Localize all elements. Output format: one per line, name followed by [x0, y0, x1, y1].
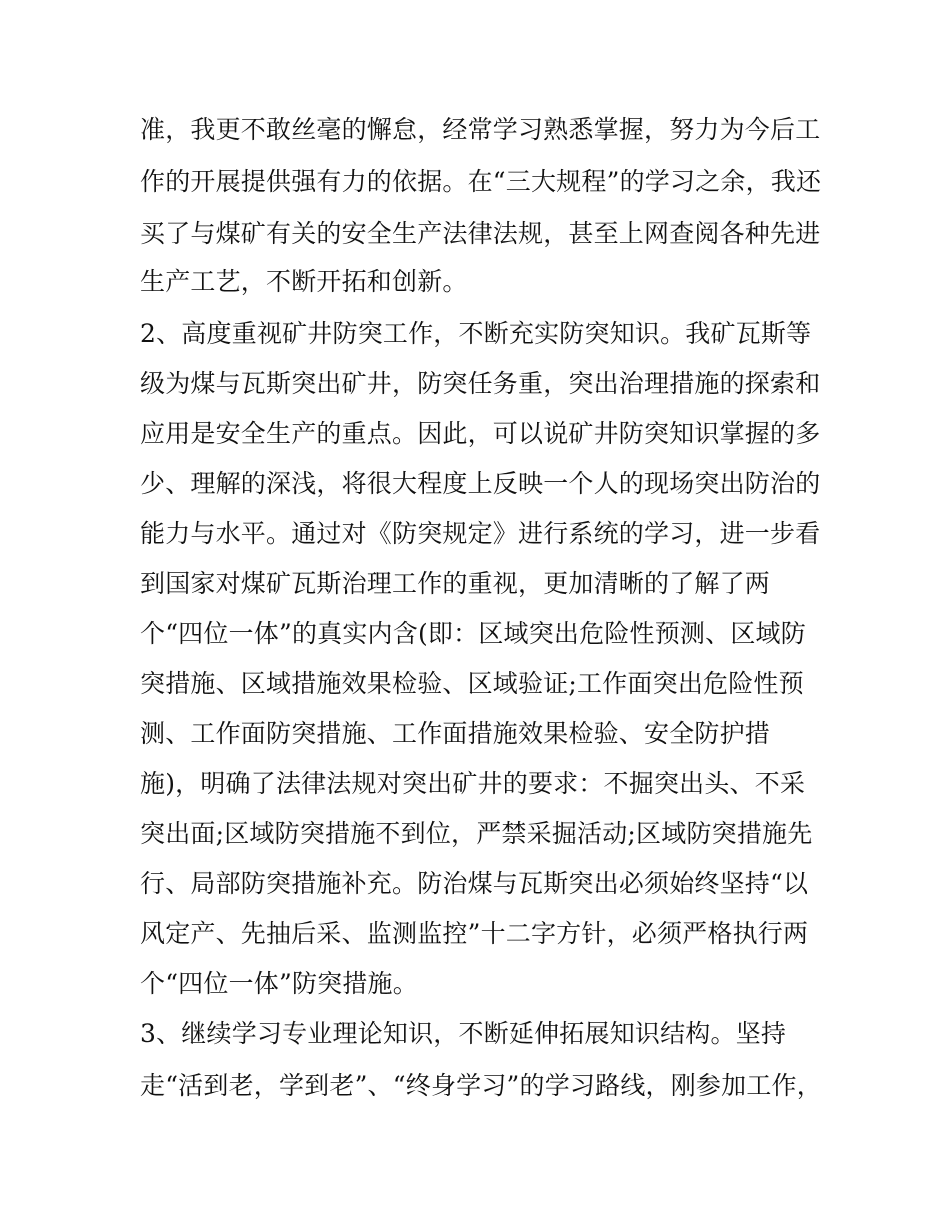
- text-line: 风定产、先抽后采、监测监控”十二字方针，必须严格执行两: [140, 919, 809, 948]
- text-line: 个“四位一体”的真实内含(即：区域突出危险性预测、区域防: [140, 619, 806, 648]
- text-line: 生产工艺，不断开拓和创新。: [140, 267, 468, 296]
- text-line: 买了与煤矿有关的安全生产法律法规，甚至上网查阅各种先进: [140, 219, 821, 248]
- text-line: 行、局部防突措施补充。防治煤与瓦斯突出必须始终坚持“以: [140, 869, 809, 898]
- text-line: 到国家对煤矿瓦斯治理工作的重视，更加清晰的了解了两: [140, 569, 771, 598]
- text-line: 准，我更不敢丝毫的懈怠，经常学习熟悉掌握，努力为今后工: [140, 115, 821, 144]
- text-line: 测、工作面防突措施、工作面措施效果检验、安全防护措: [140, 719, 771, 748]
- text-line: 突出面;区域防突措施不到位，严禁采掘活动;区域防突措施先: [140, 819, 813, 848]
- text-line: 能力与水平。通过对《防突规定》进行系统的学习，进一步看: [140, 519, 821, 548]
- text-line: 应用是安全生产的重点。因此，可以说矿井防突知识掌握的多: [140, 419, 821, 448]
- text-line: 作的开展提供强有力的依据。在“三大规程”的学习之余，我还: [140, 167, 822, 196]
- text-line: 突措施、区域措施效果检验、区域验证;工作面突出危险性预: [140, 669, 804, 698]
- text-line: 个“四位一体”防突措施。: [140, 969, 418, 998]
- section-heading-line: 2、高度重视矿井防突工作，不断充实防突知识。我矿瓦斯等: [140, 319, 812, 348]
- text-line: 级为煤与瓦斯突出矿井，防突任务重，突出治理措施的探索和: [140, 369, 821, 398]
- text-line: 少、理解的深浅，将很大程度上反映一个人的现场突出防治的: [140, 469, 821, 498]
- section-heading-line: 3、继续学习专业理论知识，不断延伸拓展知识结构。坚持: [140, 1019, 787, 1048]
- text-line: 施)，明确了法律法规对突出矿井的要求：不掘突出头、不采: [140, 769, 806, 798]
- text-line: 走“活到老，学到老”、“终身学习”的学习路线，刚参加工作，: [140, 1071, 822, 1100]
